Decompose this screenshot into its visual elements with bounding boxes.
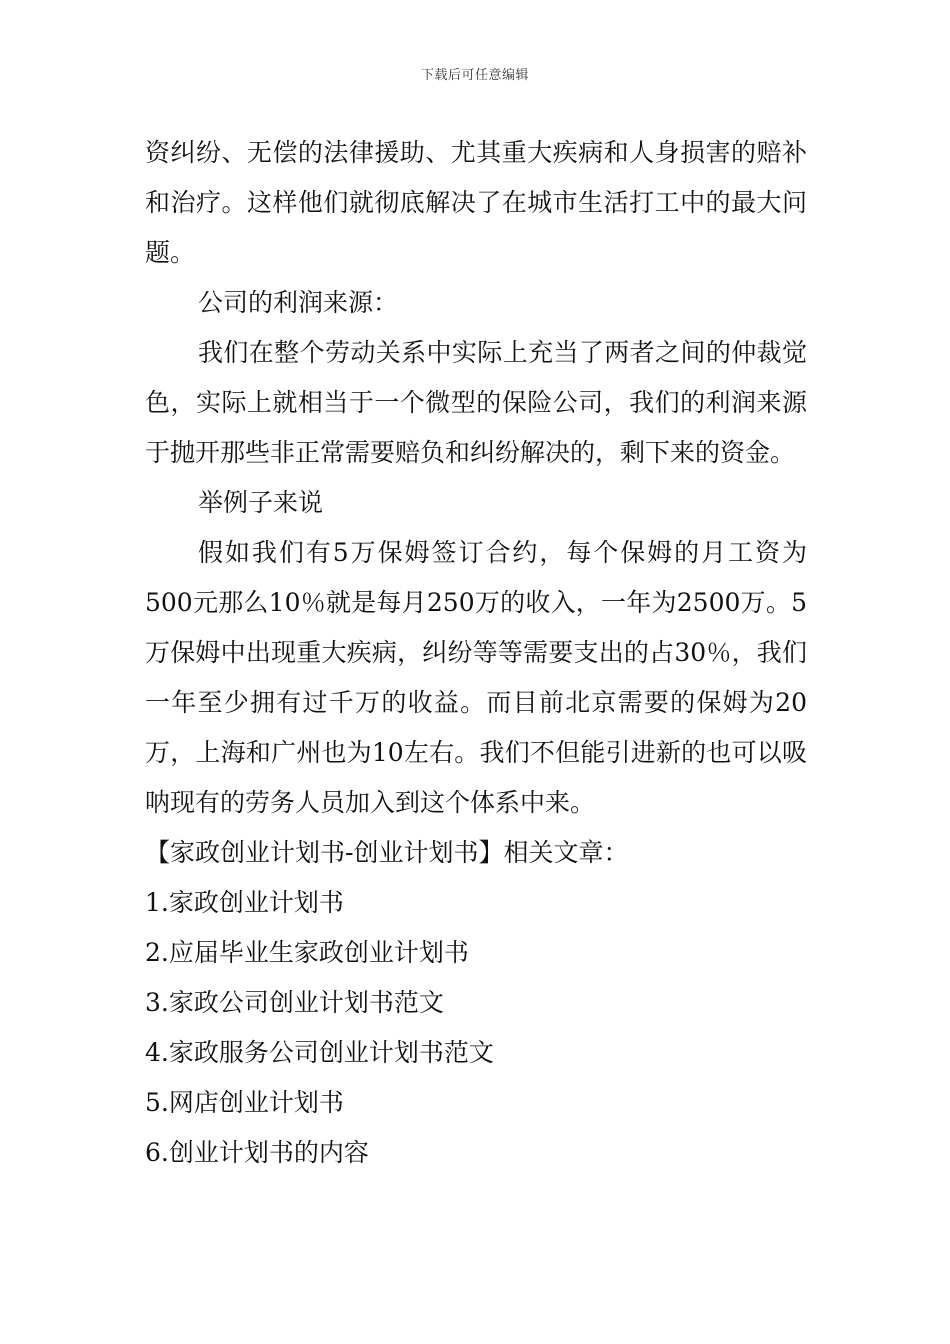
paragraph-example-heading: 举例子来说 (198, 488, 324, 517)
paragraph-profit-heading: 公司的利润来源： (198, 288, 399, 317)
paragraph-example: 假如我们有5万保姆签订合约，每个保姆的月工资为500元那么10％就是每月250万的收入，一年为2500万。5万保姆中出现重大疾病，纠纷等等需要支出的占30％，我们一年至少拥有过千万的收益。而目前北京需要的保姆为20万，上海和广州也为10左右。我们不但能引进新的也可以吸呐现有的劳务人员加入到这个体系中来。 (145, 538, 807, 817)
related-articles-title: 【家政创业计划书-创业计划书】相关文章： (145, 838, 629, 867)
paragraph-continuation: 资纠纷、无偿的法律援助、尤其重大疾病和人身损害的赔补和治疗。这样他们就彻底解决了在城市生活打工中的最大问题。 (145, 138, 807, 267)
related-article-link[interactable]: 3.家政公司创业计划书范文 (145, 988, 444, 1017)
related-articles-list (145, 878, 807, 1178)
related-article-link[interactable]: 2.应届毕业生家政创业计划书 (145, 938, 469, 967)
related-article-link[interactable]: 6.创业计划书的内容 (145, 1138, 369, 1167)
page-header: 下载后可任意编辑 (420, 68, 529, 83)
related-article-link[interactable]: 5.网店创业计划书 (145, 1088, 344, 1117)
document-body (145, 128, 807, 1178)
related-article-link[interactable]: 4.家政服务公司创业计划书范文 (145, 1038, 494, 1067)
related-article-link[interactable]: 1.家政创业计划书 (145, 888, 344, 917)
paragraph-profit-source: 我们在整个劳动关系中实际上充当了两者之间的仲裁觉色，实际上就相当于一个微型的保险公司，我们的利润来源于抛开那些非正常需要赔负和纠纷解决的，剩下来的资金。 (145, 338, 807, 467)
